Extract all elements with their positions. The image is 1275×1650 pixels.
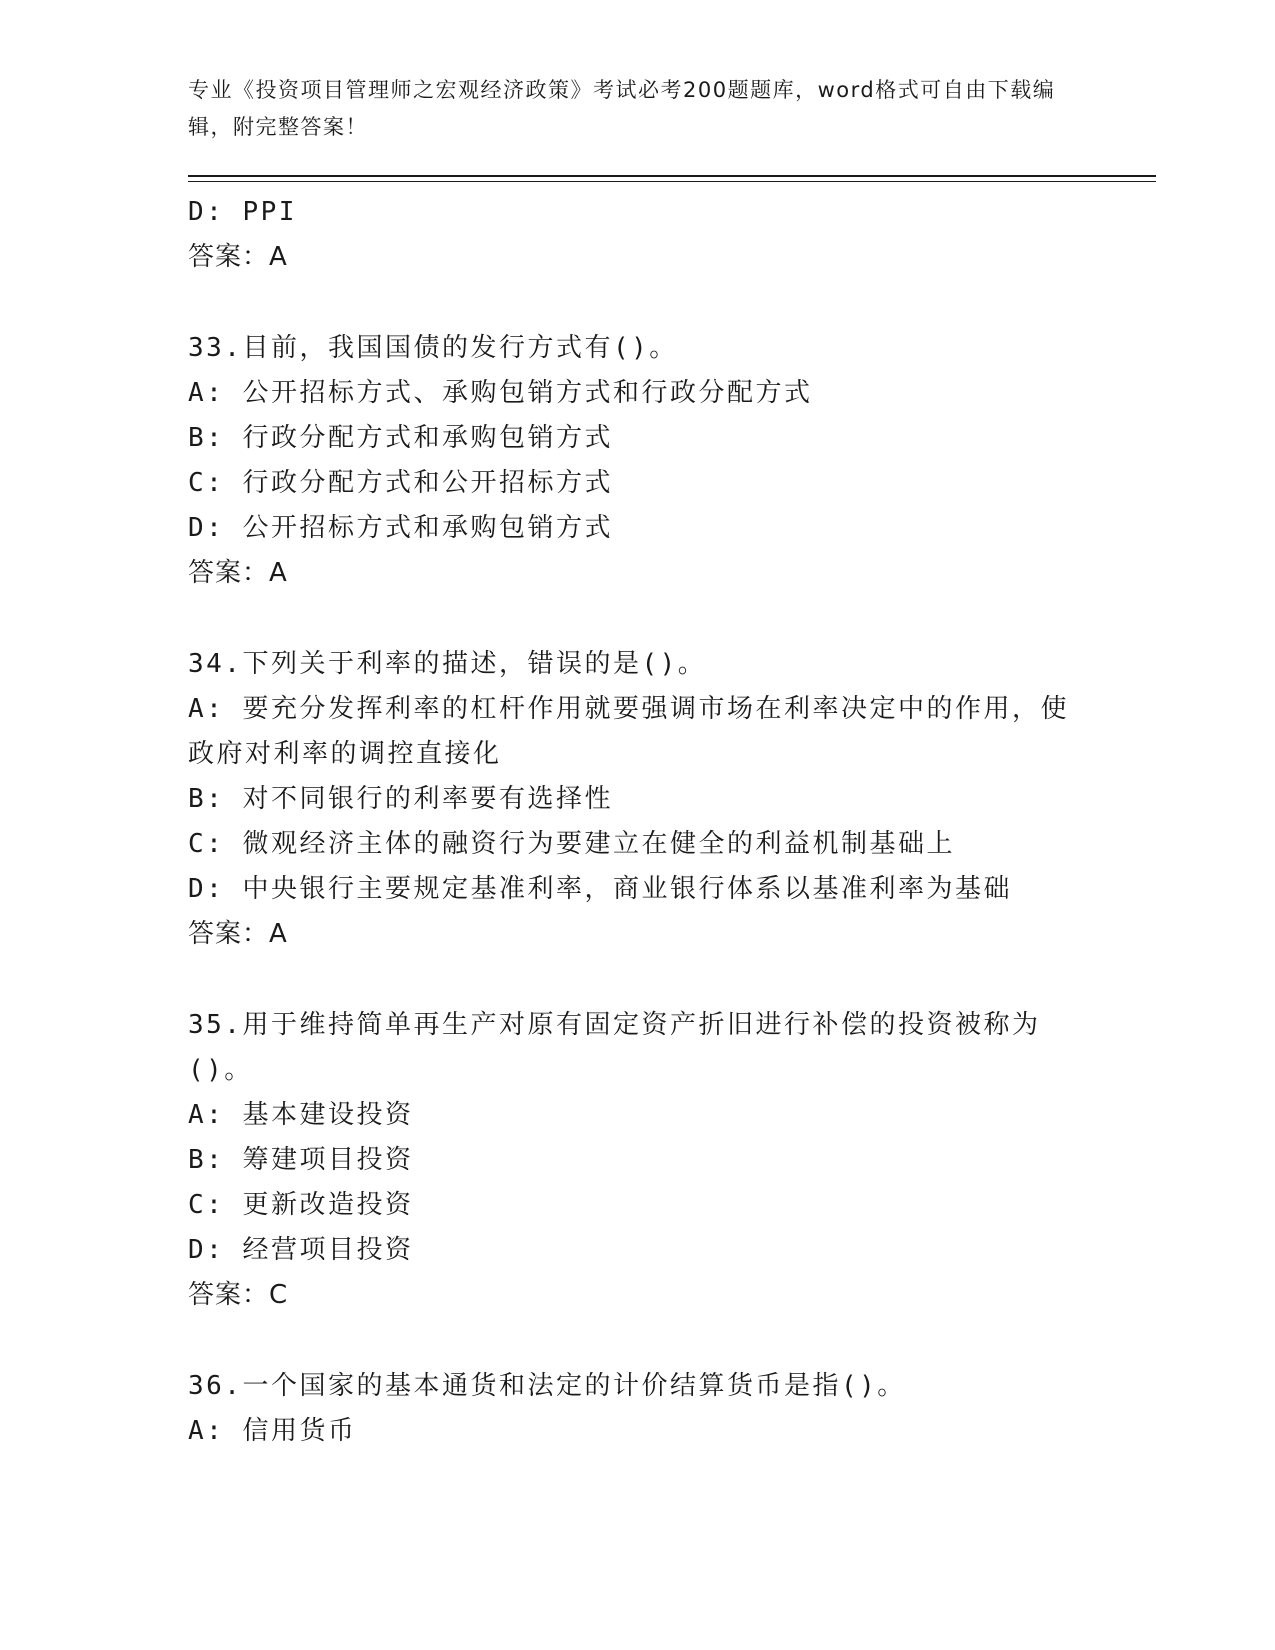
option-a: A: 基本建设投资 (188, 1100, 414, 1130)
question-33 (188, 326, 1088, 596)
page-header: 专业《投资项目管理师之宏观经济政策》考试必考200题题库，word格式可自由下载编辑，附完整答案！ (188, 78, 1056, 139)
header-divider-thin (188, 181, 1156, 182)
option-a: A: 信用货币 (188, 1416, 357, 1446)
question-stem: 35.用于维持简单再生产对原有固定资产折旧进行补偿的投资被称为()。 (188, 1010, 1041, 1085)
option-c: C: 微观经济主体的融资行为要建立在健全的利益机制基础上 (188, 829, 955, 859)
answer-line: 答案：A (188, 919, 288, 949)
option-b: B: 筹建项目投资 (188, 1145, 414, 1175)
answer-line: 答案：A (188, 242, 288, 272)
question-stem: 34.下列关于利率的描述，错误的是()。 (188, 649, 707, 679)
answer-line: 答案：A (188, 558, 288, 588)
question-35 (188, 1003, 1088, 1318)
option-b: B: 对不同银行的利率要有选择性 (188, 784, 613, 814)
question-content (188, 190, 1088, 1454)
option-b: B: 行政分配方式和承购包销方式 (188, 423, 613, 453)
spacer (188, 957, 1088, 1003)
option-a: A: 公开招标方式、承购包销方式和行政分配方式 (188, 378, 813, 408)
option-d: D: 中央银行主要规定基准利率，商业银行体系以基准利率为基础 (188, 874, 1012, 904)
spacer (188, 1318, 1088, 1364)
option-d: D: 经营项目投资 (188, 1235, 414, 1265)
answer-line: 答案：C (188, 1280, 289, 1310)
option-c: C: 更新改造投资 (188, 1190, 414, 1220)
option-c: C: 行政分配方式和公开招标方式 (188, 468, 613, 498)
option-d: D: PPI (188, 197, 297, 227)
question-stem: 33.目前，我国国债的发行方式有()。 (188, 333, 678, 363)
question-stem: 36.一个国家的基本通货和法定的计价结算货币是指()。 (188, 1371, 906, 1401)
option-a: A: 要充分发挥利率的杠杆作用就要强调市场在利率决定中的作用，使政府对利率的调控直接化 (188, 694, 1069, 769)
question-34 (188, 642, 1088, 957)
option-d: D: 公开招标方式和承购包销方式 (188, 513, 613, 543)
spacer (188, 596, 1088, 642)
spacer (188, 280, 1088, 326)
header-divider-thick (188, 175, 1156, 177)
question-36 (188, 1364, 1088, 1454)
